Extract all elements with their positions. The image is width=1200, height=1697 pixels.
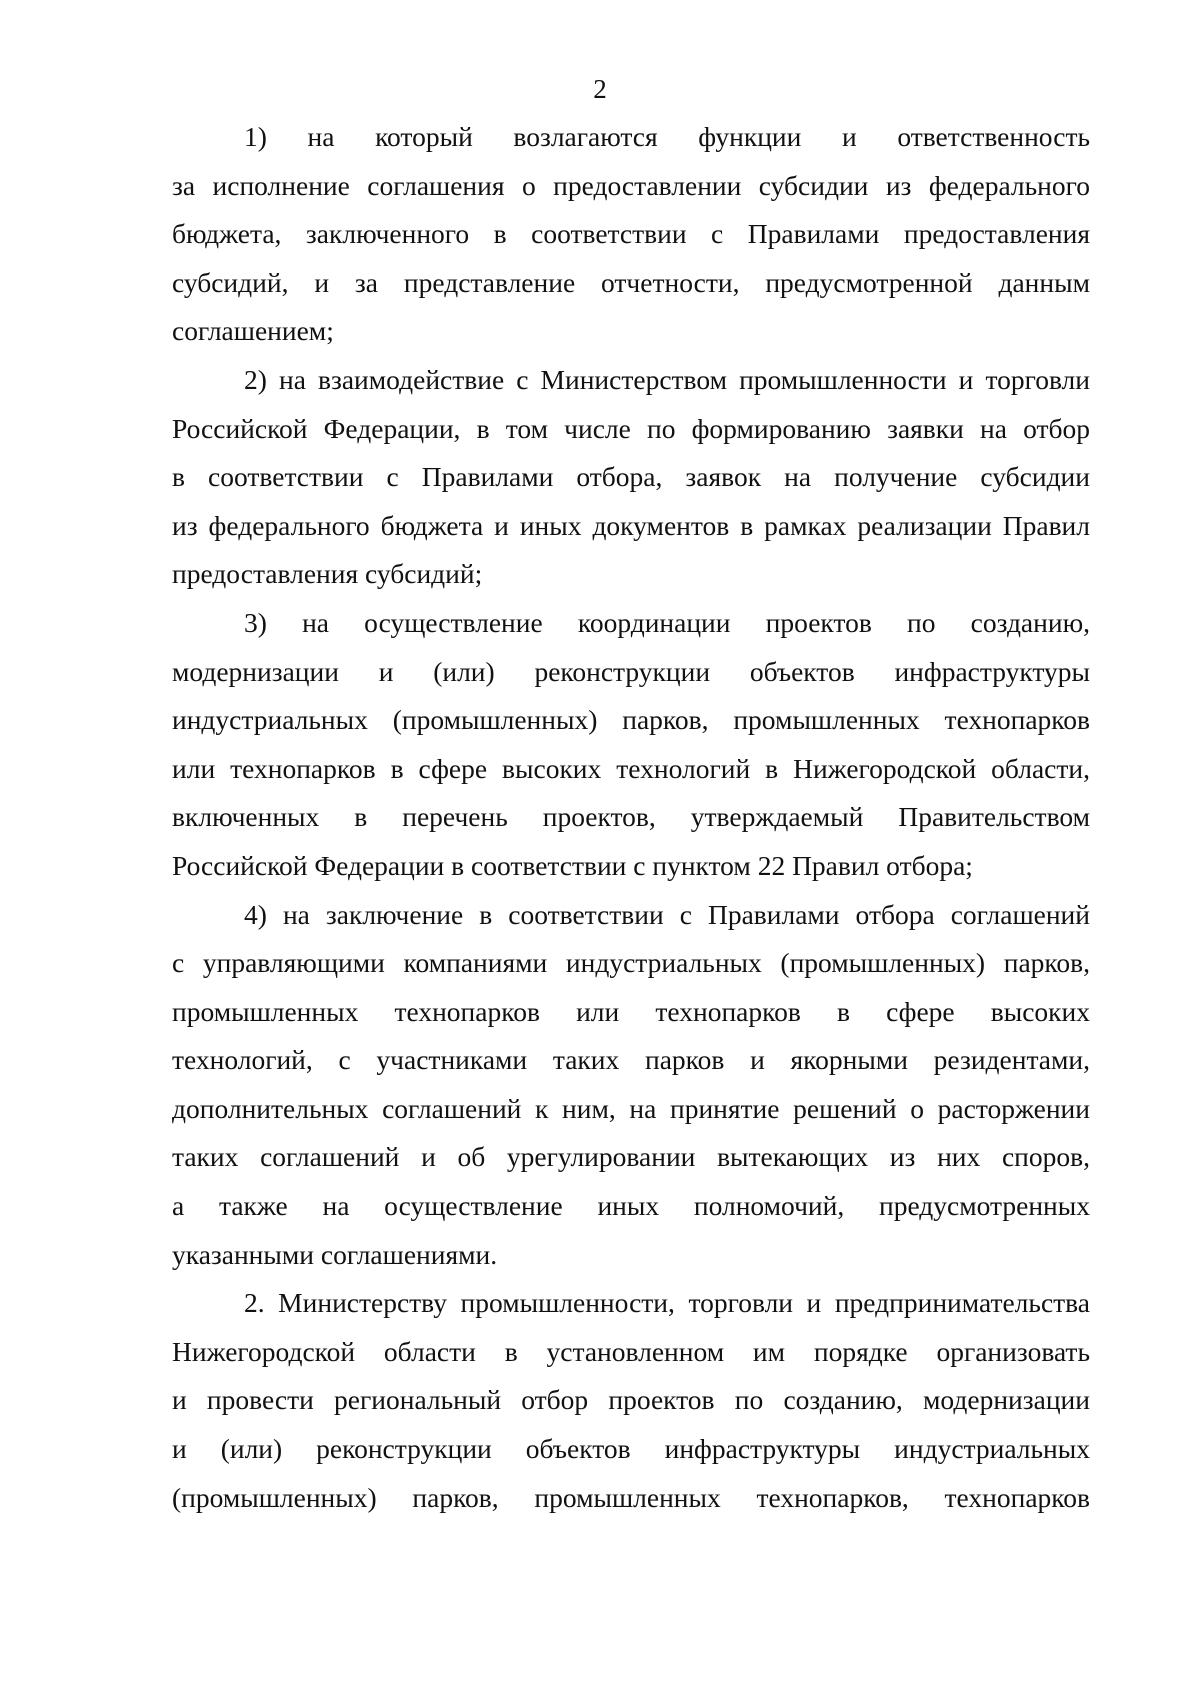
text-line: 4) на заключение в соответствии с Правилами отбора соглашений [244, 898, 1090, 930]
text-line: а также на осуществление иных полномочий, предусмотренных [172, 1190, 1090, 1222]
text-line: 1) на который возлагаются функции и ответственность [244, 121, 1090, 152]
text-line: 2. Министерству промышленности, торговли и предпринимательства [244, 1287, 1090, 1319]
text-line: бюджета, заключенного в соответствии с Правилами предоставления [172, 218, 1090, 250]
text-line: Нижегородской области в установленном им порядке организовать [172, 1335, 1090, 1367]
text-line: субсидий, и за представление отчетности, предусмотренной данным [172, 266, 1090, 298]
text-line: из федерального бюджета и иных документов в рамках реализации Правил [172, 509, 1090, 541]
text-line: в соответствии с Правилами отбора, заявок на получение субсидии [172, 461, 1090, 493]
text-line: Российской Федерации в соответствии с пунктом 22 Правил отбора; [172, 849, 973, 881]
text-line: технологий, с участниками таких парков и якорными резидентами, [172, 1044, 1090, 1076]
text-line: модернизации и (или) реконструкции объектов инфраструктуры [172, 655, 1090, 687]
text-line: (промышленных) парков, промышленных технопарков, технопарков [172, 1481, 1090, 1513]
text-line: включенных в перечень проектов, утверждаемый Правительством [172, 801, 1090, 833]
text-line: дополнительных соглашений к ним, на принятие решений о расторжении [172, 1092, 1090, 1124]
text-line: указанными соглашениями. [172, 1238, 498, 1270]
text-line: с управляющими компаниями индустриальных (промышленных) парков, [172, 947, 1090, 979]
text-line: промышленных технопарков или технопарков в сфере высоких [172, 995, 1090, 1027]
text-line: предоставления субсидий; [172, 558, 483, 590]
text-line: Российской Федерации, в том числе по формированию заявки на отбор [172, 412, 1090, 444]
text-line: соглашением; [172, 315, 334, 347]
text-line: 3) на осуществление координации проектов по созданию, [244, 606, 1090, 638]
page-number: 2 [593, 74, 607, 104]
text-line: 2) на взаимодействие с Министерством промышленности и торговли [244, 363, 1090, 395]
text-line: или технопарков в сфере высоких технологий в Нижегородской области, [172, 752, 1090, 784]
document-body [172, 113, 1090, 1522]
text-line: таких соглашений и об урегулировании вытекающих из них споров, [172, 1141, 1090, 1173]
text-line: и провести региональный отбор проектов по созданию, модернизации [172, 1384, 1090, 1416]
text-line: индустриальных (промышленных) парков, промышленных технопарков [172, 704, 1090, 736]
text-line: за исполнение соглашения о предоставлении субсидии из федерального [172, 169, 1090, 201]
text-line: и (или) реконструкции объектов инфраструктуры индустриальных [172, 1433, 1090, 1465]
